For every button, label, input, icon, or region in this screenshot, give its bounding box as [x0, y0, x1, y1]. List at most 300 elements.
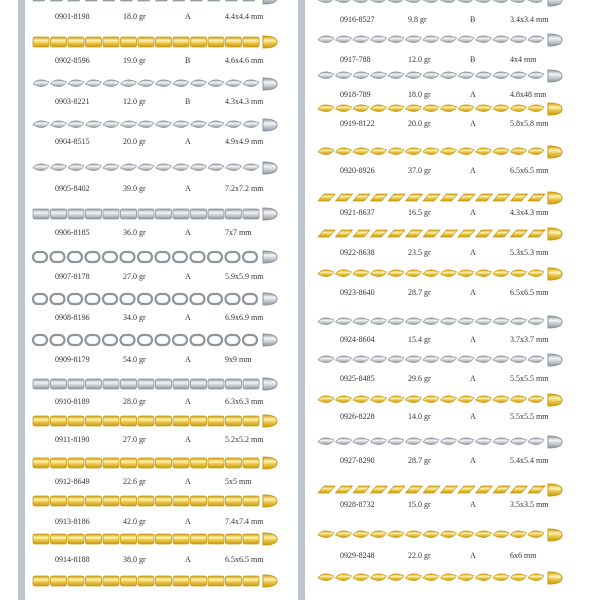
product-spec-line [25, 228, 285, 238]
chain-link [208, 37, 224, 47]
chain-link [68, 496, 84, 506]
lobster-clasp [263, 36, 277, 48]
chain-link [68, 576, 84, 586]
chain-link [51, 80, 67, 87]
chain-link [336, 72, 352, 79]
chain-link [458, 396, 474, 403]
chain-link [86, 335, 100, 345]
chain-link [86, 80, 102, 87]
product-size: 4x4 mm [510, 55, 537, 64]
chain-link [51, 534, 67, 544]
chain-link [336, 486, 353, 493]
product-spec-line [310, 551, 570, 561]
chain-link [353, 270, 369, 277]
chain-link [336, 438, 352, 445]
chain-link [138, 252, 152, 262]
chain-link [68, 164, 84, 171]
chain-link [406, 356, 422, 363]
product-weight: 19.0 gr [123, 56, 146, 65]
chain-link [493, 0, 509, 3]
product-code: 0920-8926 [340, 166, 375, 175]
chain-link [528, 318, 544, 325]
chain-link [33, 252, 47, 262]
chain-link [208, 0, 225, 1]
product-code: 0908-8196 [55, 313, 90, 322]
chain-link [138, 37, 154, 47]
chain-link [476, 356, 492, 363]
product-grade: A [470, 551, 476, 560]
chain-link [86, 0, 103, 1]
chain-link [68, 121, 84, 128]
chain-link [33, 0, 50, 1]
chain-link [441, 148, 457, 155]
chain-link [441, 72, 457, 79]
product-grade: A [185, 313, 191, 322]
product-weight: 12.0 gr [123, 97, 146, 106]
lobster-clasp [263, 251, 277, 263]
chain-image [310, 262, 570, 286]
product-size: 7x7 mm [225, 228, 252, 237]
chain-link [528, 486, 545, 493]
chain-image [310, 566, 570, 590]
chain-link [406, 148, 422, 155]
chain-link [68, 416, 84, 426]
chain-link [138, 335, 152, 345]
product-size: 4.9x4.9 mm [225, 137, 264, 146]
chain-link [138, 0, 155, 1]
lobster-clasp [263, 575, 277, 587]
chain-link [191, 0, 208, 1]
lobster-clasp [263, 162, 277, 174]
product-code: 0909-8179 [55, 355, 90, 364]
product-size: 4.4x4.4 mm [225, 12, 264, 21]
chain-link [511, 0, 527, 3]
chain-link [423, 36, 439, 43]
chain-link [511, 270, 527, 277]
product-grade: A [470, 335, 476, 344]
chain-link [226, 379, 242, 389]
lobster-clasp [548, 146, 562, 158]
chain-link [353, 574, 369, 581]
chain-link [353, 72, 369, 79]
chain-link [68, 379, 84, 389]
chain-link [406, 531, 422, 538]
chain-link [458, 230, 475, 237]
chain-link [86, 121, 102, 128]
chain-link [156, 458, 172, 468]
chain-link [103, 121, 119, 128]
chain-link [336, 574, 352, 581]
product-weight: 20.0 gr [408, 119, 431, 128]
product-grade: A [185, 477, 191, 486]
chain-link [68, 534, 84, 544]
chain-link [476, 486, 493, 493]
chain-link [318, 486, 335, 493]
chain-link [173, 252, 187, 262]
product-grade: A [185, 228, 191, 237]
left-catalog-column [25, 0, 285, 600]
chain-link [371, 486, 388, 493]
product-code: 0919-8122 [340, 119, 375, 128]
chain-image [25, 569, 285, 593]
chain-link [458, 438, 474, 445]
chain-link [371, 230, 388, 237]
chain-link [493, 270, 509, 277]
chain-link [388, 194, 405, 201]
chain-image [25, 527, 285, 551]
chain-link [493, 438, 509, 445]
chain-link [156, 379, 172, 389]
chain-link [173, 164, 189, 171]
product-grade: A [185, 397, 191, 406]
product-code: 0901-8198 [55, 12, 90, 21]
chain-link [441, 396, 457, 403]
chain-link [191, 416, 207, 426]
chain-link [103, 379, 119, 389]
product-grade: B [470, 55, 476, 64]
chain-link [103, 209, 119, 219]
chain-link [388, 36, 404, 43]
chain-link [33, 576, 49, 586]
chain-link [353, 531, 369, 538]
chain-link [318, 36, 334, 43]
product-weight: 12.0 gr [408, 55, 431, 64]
product-grade: B [185, 56, 191, 65]
chain-link [121, 458, 137, 468]
chain-link [423, 148, 439, 155]
chain-link [156, 496, 172, 506]
chain-link [406, 0, 422, 3]
chain-link [243, 294, 257, 304]
chain-link [191, 252, 205, 262]
chain-link [388, 270, 404, 277]
chain-link [458, 36, 474, 43]
chain-link [318, 438, 334, 445]
chain-link [511, 230, 528, 237]
product-size: 6.5x6.5 mm [225, 555, 264, 564]
chain-link [528, 148, 544, 155]
chain-link [191, 209, 207, 219]
product-grade: A [185, 517, 191, 526]
product-spec-line [310, 248, 570, 258]
chain-link [86, 416, 102, 426]
product-size: 3.7x3.7 mm [510, 335, 549, 344]
chain-link [458, 270, 474, 277]
chain-link [511, 574, 527, 581]
chain-link [423, 396, 439, 403]
product-weight: 28.7 gr [408, 456, 431, 465]
product-code: 0911-8190 [55, 435, 90, 444]
chain-link [318, 531, 334, 538]
chain-image [25, 489, 285, 513]
chain-link [103, 458, 119, 468]
chain-link [423, 270, 439, 277]
chain-link [243, 496, 259, 506]
lobster-clasp [263, 457, 277, 469]
chain-link [138, 576, 154, 586]
chain-link [528, 438, 544, 445]
chain-link [476, 574, 492, 581]
chain-link [458, 0, 474, 3]
chain-link [318, 230, 335, 237]
product-code: 0925-8485 [340, 374, 375, 383]
chain-image [25, 156, 285, 180]
chain-link [138, 496, 154, 506]
chain-link [33, 379, 49, 389]
product-size: 5.2x5.2 mm [225, 435, 264, 444]
chain-link [476, 72, 492, 79]
product-code: 0914-8188 [55, 555, 90, 564]
chain-image [25, 409, 285, 433]
product-spec-line [310, 412, 570, 422]
chain-link [226, 252, 240, 262]
chain-link [243, 335, 257, 345]
chain-link [121, 0, 138, 1]
chain-link [388, 318, 404, 325]
chain-link [511, 531, 527, 538]
chain-link [191, 576, 207, 586]
chain-link [33, 534, 49, 544]
chain-link [423, 356, 439, 363]
chain-link [138, 294, 152, 304]
product-size: 7.2x7.2 mm [225, 184, 264, 193]
chain-link [191, 496, 207, 506]
product-code: 0922-8638 [340, 248, 375, 257]
chain-link [138, 121, 154, 128]
chain-link [121, 252, 135, 262]
product-weight: 22.6 gr [123, 477, 146, 486]
lobster-clasp [263, 334, 277, 346]
chain-link [208, 416, 224, 426]
chain-link [493, 486, 510, 493]
product-spec-line [25, 184, 285, 194]
chain-link [318, 148, 334, 155]
chain-link [476, 148, 492, 155]
chain-link [441, 36, 457, 43]
chain-link [423, 486, 440, 493]
chain-link [511, 105, 527, 112]
product-spec-line [310, 119, 570, 129]
chain-link [226, 576, 242, 586]
chain-link [353, 318, 369, 325]
chain-link [318, 396, 334, 403]
chain-link [121, 416, 137, 426]
chain-link [243, 0, 260, 1]
chain-link [318, 194, 335, 201]
chain-link [226, 209, 242, 219]
chain-image [25, 30, 285, 54]
chain-link [86, 379, 102, 389]
chain-link [68, 458, 84, 468]
chain-link [156, 80, 172, 87]
chain-link [173, 80, 189, 87]
chain-link [156, 335, 170, 345]
chain-link [371, 194, 388, 201]
product-grade: A [470, 412, 476, 421]
lobster-clasp [548, 394, 562, 406]
product-weight: 38.0 gr [123, 555, 146, 564]
chain-link [173, 121, 189, 128]
chain-image [310, 28, 570, 52]
chain-link [103, 496, 119, 506]
lobster-clasp [548, 70, 562, 82]
chain-link [156, 294, 170, 304]
chain-link [423, 531, 439, 538]
chain-link [406, 318, 422, 325]
chain-link [441, 230, 458, 237]
chain-link [208, 164, 224, 171]
product-spec-line [25, 97, 285, 107]
lobster-clasp [548, 484, 562, 496]
chain-image [25, 202, 285, 226]
chain-link [156, 0, 173, 1]
chain-link [406, 574, 422, 581]
chain-link [68, 294, 82, 304]
chain-link [51, 121, 67, 128]
chain-link [458, 486, 475, 493]
product-grade: A [185, 137, 191, 146]
chain-link [191, 121, 207, 128]
chain-link [208, 496, 224, 506]
chain-link [86, 294, 100, 304]
chain-link [353, 356, 369, 363]
product-weight: 39.0 gr [123, 184, 146, 193]
lobster-clasp [548, 572, 562, 584]
chain-link [528, 105, 544, 112]
chain-link [226, 0, 243, 1]
chain-link [208, 294, 222, 304]
chain-link [406, 105, 422, 112]
product-grade: A [470, 500, 476, 509]
chain-image [25, 287, 285, 311]
product-grade: B [185, 97, 191, 106]
chain-link [441, 318, 457, 325]
product-size: 5x5 mm [225, 477, 252, 486]
chain-link [336, 194, 353, 201]
chain-link [121, 496, 137, 506]
chain-link [68, 335, 82, 345]
chain-link [86, 37, 102, 47]
chain-link [208, 80, 224, 87]
product-weight: 29.6 gr [408, 374, 431, 383]
lobster-clasp [263, 533, 277, 545]
chain-link [173, 534, 189, 544]
chain-link [336, 318, 352, 325]
product-grade: A [185, 355, 191, 364]
product-weight: 36.0 gr [123, 228, 146, 237]
product-code: 0912-8649 [55, 477, 90, 486]
chain-link [493, 105, 509, 112]
chain-image [25, 72, 285, 96]
chain-link [243, 80, 259, 87]
lobster-clasp [263, 293, 277, 305]
chain-link [103, 37, 119, 47]
product-spec-line [310, 15, 570, 25]
chain-link [493, 318, 509, 325]
lobster-clasp [548, 228, 562, 240]
product-size: 5.3x5.3 mm [510, 248, 549, 257]
chain-link [318, 270, 334, 277]
chain-link [156, 534, 172, 544]
chain-link [121, 80, 137, 87]
product-size: 6.5x6.5 mm [510, 166, 549, 175]
chain-link [51, 335, 65, 345]
chain-link [441, 531, 457, 538]
chain-link [68, 209, 84, 219]
chain-link [243, 37, 259, 47]
product-size: 6.5x6.5 mm [510, 288, 549, 297]
chain-link [371, 148, 387, 155]
chain-link [371, 438, 387, 445]
chain-link [336, 230, 353, 237]
product-weight: 14.0 gr [408, 412, 431, 421]
chain-link [226, 121, 242, 128]
chain-link [121, 294, 135, 304]
product-spec-line [310, 500, 570, 510]
chain-link [243, 164, 259, 171]
chain-link [138, 80, 154, 87]
chain-link [173, 294, 187, 304]
product-code: 0921-8637 [340, 208, 375, 217]
chain-link [318, 72, 334, 79]
chain-link [406, 230, 423, 237]
product-size: 3.5x3.5 mm [510, 500, 549, 509]
chain-link [33, 496, 49, 506]
product-code: 0910-8189 [55, 397, 90, 406]
product-weight: 15.4 gr [408, 335, 431, 344]
chain-link [441, 270, 457, 277]
chain-link [406, 72, 422, 79]
chain-link [173, 576, 189, 586]
chain-link [208, 534, 224, 544]
chain-link [493, 148, 509, 155]
chain-link [476, 230, 493, 237]
product-spec-line [310, 374, 570, 384]
chain-link [458, 194, 475, 201]
chain-image [310, 222, 570, 246]
product-weight: 9.8 gr [408, 15, 427, 24]
chain-link [121, 335, 135, 345]
lobster-clasp [263, 415, 277, 427]
product-spec-line [25, 397, 285, 407]
product-spec-line [25, 517, 285, 527]
chain-link [318, 574, 334, 581]
chain-link [318, 318, 334, 325]
chain-link [208, 252, 222, 262]
chain-link [156, 416, 172, 426]
chain-link [493, 396, 509, 403]
product-weight: 42.0 gr [123, 517, 146, 526]
chain-image [310, 186, 570, 210]
chain-link [173, 458, 189, 468]
chain-image [310, 388, 570, 412]
chain-link [511, 318, 527, 325]
product-code: 0902-8596 [55, 56, 90, 65]
chain-link [511, 36, 527, 43]
chain-link [33, 80, 49, 87]
chain-link [476, 396, 492, 403]
product-grade: A [185, 435, 191, 444]
product-spec-line [25, 56, 285, 66]
product-code: 0907-8178 [55, 272, 90, 281]
chain-link [208, 576, 224, 586]
chain-link [103, 0, 120, 1]
chain-link [528, 396, 544, 403]
product-code: 0926-8228 [340, 412, 375, 421]
lobster-clasp [548, 436, 562, 448]
chain-link [103, 164, 119, 171]
product-spec-line [310, 596, 570, 600]
